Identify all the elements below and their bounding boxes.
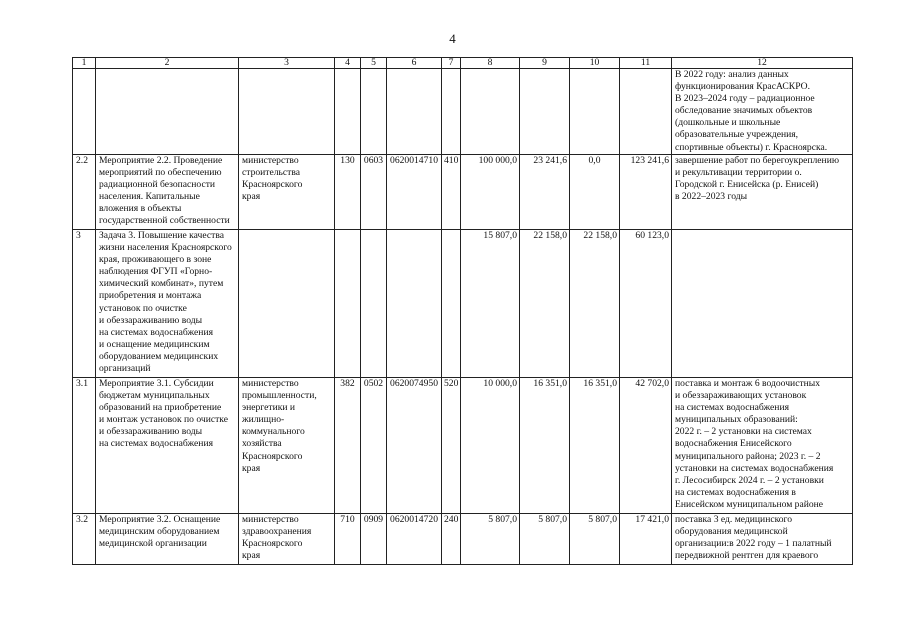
amount-2024-cell: 22 158,0: [570, 230, 620, 378]
vr-cell: 410: [442, 155, 461, 230]
expected-result-cell: В 2022 году: анализ данных функционирования КрасАСКРО. В 2023–2024 году – радиационное обследование значимых объектов (дошкольные и школьные образовательные учреждения, спортивные объекты) г. Красноярска.: [672, 69, 853, 155]
row-number-cell: 3: [73, 230, 96, 378]
column-header: 1: [73, 58, 96, 69]
rzpr-cell: 0603: [361, 155, 387, 230]
expected-result-cell: поставка и монтаж 6 водоочистных и обеззараживающих установок на системах водоснабжения муниципальных образований: 2022 г. – 2 установки на системах водоснабжения Енисейского муниципального района; 2023 г. – 2 установки на системах водоснабжения г. Лесосибирск 2024 г. – 2 установки на системах водоснабжения в Енисейском муниципальном районе: [672, 378, 853, 514]
rzpr-cell: 0909: [361, 514, 387, 565]
amount-2023-cell: 5 807,0: [520, 514, 570, 565]
program-activities-table: [72, 57, 853, 565]
csr-cell: 0620014710: [387, 155, 442, 230]
amount-2023-cell: 23 241,6: [520, 155, 570, 230]
responsible-cell: [239, 69, 335, 155]
activity-name-cell: Задача 3. Повышение качества жизни населения Красноярского края, проживающего в зоне наблюдения ФГУП «Горно- химический комбинат», путем приобретения и монтажа установок по очистке и обеззараживанию воды на системах водоснабжения и оснащение медицинским оборудованием медицинских организаций: [96, 230, 239, 378]
row-number-cell: 3.1: [73, 378, 96, 514]
amount-2022-cell: 15 807,0: [461, 230, 520, 378]
amount-total-cell: [620, 69, 672, 155]
table-row: [73, 378, 853, 514]
csr-cell: 0620014720: [387, 514, 442, 565]
column-header: 4: [335, 58, 361, 69]
row-number-cell: [73, 69, 96, 155]
column-header: 5: [361, 58, 387, 69]
amount-total-cell: 17 421,0: [620, 514, 672, 565]
column-header: 7: [442, 58, 461, 69]
vr-cell: 240: [442, 514, 461, 565]
responsible-cell: [239, 230, 335, 378]
amount-2023-cell: 16 351,0: [520, 378, 570, 514]
table-row: [73, 155, 853, 230]
expected-result-cell: завершение работ по берегоукреплению и рекультивации территории о. Городской г. Енисейска (р. Енисей) в 2022–2023 годы: [672, 155, 853, 230]
column-header: 9: [520, 58, 570, 69]
responsible-cell: министерство здравоохранения Красноярского края: [239, 514, 335, 565]
amount-2024-cell: 0,0: [570, 155, 620, 230]
column-header: 12: [672, 58, 853, 69]
activity-name-cell: Мероприятие 3.2. Оснащение медицинским оборудованием медицинской организации: [96, 514, 239, 565]
amount-2022-cell: 10 000,0: [461, 378, 520, 514]
column-header: 2: [96, 58, 239, 69]
table-row: [73, 69, 853, 155]
csr-cell: [387, 69, 442, 155]
column-header: 6: [387, 58, 442, 69]
csr-cell: [387, 230, 442, 378]
csr-cell: 0620074950: [387, 378, 442, 514]
column-header: 11: [620, 58, 672, 69]
amount-total-cell: 60 123,0: [620, 230, 672, 378]
activity-name-cell: [96, 69, 239, 155]
rzpr-cell: [361, 69, 387, 155]
column-header: 10: [570, 58, 620, 69]
amount-2023-cell: [520, 69, 570, 155]
row-number-cell: 2.2: [73, 155, 96, 230]
vr-cell: [442, 230, 461, 378]
rzpr-cell: 0502: [361, 378, 387, 514]
column-number-row: [73, 58, 853, 69]
table-row: [73, 230, 853, 378]
row-number-cell: 3.2: [73, 514, 96, 565]
responsible-cell: министерство промышленности, энергетики и жилищно- коммунального хозяйства Красноярского края: [239, 378, 335, 514]
amount-2024-cell: 16 351,0: [570, 378, 620, 514]
column-header: 3: [239, 58, 335, 69]
grbs-cell: [335, 69, 361, 155]
grbs-cell: 130: [335, 155, 361, 230]
activity-name-cell: Мероприятие 3.1. Субсидии бюджетам муниципальных образований на приобретение и монтаж установок по очистке и обеззараживанию воды на системах водоснабжения: [96, 378, 239, 514]
table-row: [73, 514, 853, 565]
amount-2022-cell: 5 807,0: [461, 514, 520, 565]
column-header: 8: [461, 58, 520, 69]
amount-2024-cell: 5 807,0: [570, 514, 620, 565]
grbs-cell: 382: [335, 378, 361, 514]
responsible-cell: министерство строительства Красноярского края: [239, 155, 335, 230]
expected-result-cell: поставка 3 ед. медицинского оборудования медицинской организации:в 2022 году – 1 палатный передвижной рентген для краевого: [672, 514, 853, 565]
amount-total-cell: 123 241,6: [620, 155, 672, 230]
rzpr-cell: [361, 230, 387, 378]
expected-result-cell: [672, 230, 853, 378]
amount-2023-cell: 22 158,0: [520, 230, 570, 378]
grbs-cell: 710: [335, 514, 361, 565]
grbs-cell: [335, 230, 361, 378]
amount-2022-cell: 100 000,0: [461, 155, 520, 230]
activity-name-cell: Мероприятие 2.2. Проведение мероприятий по обеспечению радиационной безопасности населения. Капитальные вложения в объекты государственной собственности: [96, 155, 239, 230]
vr-cell: [442, 69, 461, 155]
amount-2024-cell: [570, 69, 620, 155]
amount-2022-cell: [461, 69, 520, 155]
page-number: 4: [449, 31, 456, 46]
vr-cell: 520: [442, 378, 461, 514]
amount-total-cell: 42 702,0: [620, 378, 672, 514]
